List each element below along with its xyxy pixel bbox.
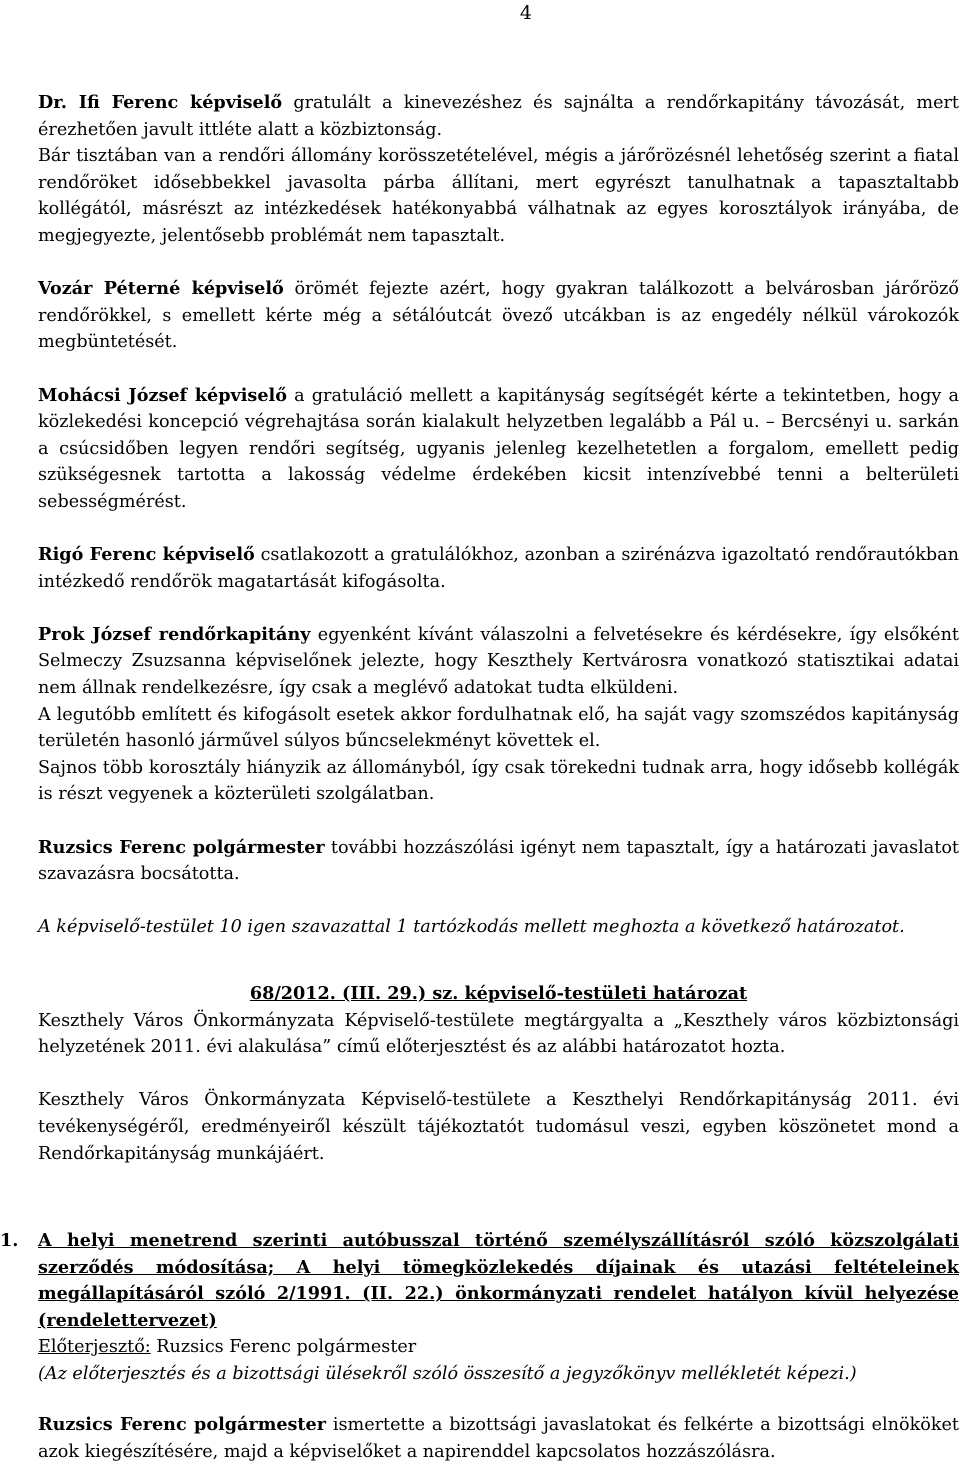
paragraph-mohacsi: Mohácsi József képviselő a gratuláció mellett a kapitányság segítségét kérte a tekintetben, hogy a közlekedési koncepció végrehajtása során kialakult helyzetben legalább a Pál u. – Bercsényi u. sarkán a csúcsidőben legyen rendőri segítség, ugyanis jelenleg kezelhetetlen a forgalom, emellett pedig szükségesnek tartotta a lakosság védelme érdekében kicsit intenzívebbé tenni a belterületi sebességmérést. bbox=[38, 384, 959, 512]
speaker-name: Rigó Ferenc képviselő bbox=[38, 544, 255, 566]
paragraph-vozar: Vozár Péterné képviselő örömét fejezte azért, hogy gyakran találkozott a belvárosban járőröző rendőrökkel, s emellett kérte még a sétálóutcát övező utcákban is az engedély nélkül várokozók megbüntetését. bbox=[38, 278, 959, 353]
speaker-name: Mohácsi József képviselő bbox=[38, 384, 287, 406]
resolution-text-1: Keszthely Város Önkormányzata Képviselő-testülete megtárgyalta a „Keszthely város közbiztonsági helyzetének 2011. évi alakulása” című előterjesztést és az alábbi határozatot hozta. bbox=[38, 1010, 959, 1058]
paragraph-ifi-cont: Bár tisztában van a rendőri állomány korösszetételével, mégis a járőrözésnél lehetőség szerint a fiatal rendőröket idősebbekkel javasolta párba állítani, mert egyrészt tanulhatnak a tapasztaltabb kollégától, másrészt az intézkedések hatékonyabbá válhatnak az egyes korosztályok irányába, de megjegyezte, jelentősebb problémát nem tapasztalt. bbox=[38, 146, 959, 246]
minutes-body bbox=[38, 90, 959, 1167]
page-number: 4 bbox=[519, 2, 532, 24]
agenda-number: 1. bbox=[0, 1230, 19, 1251]
presenter-label: Előterjesztő: bbox=[38, 1337, 151, 1358]
agenda-note: (Az előterjesztés és a bizottsági ülésekről szóló összesítő a jegyzőkönyv mellékletét képezi.) bbox=[38, 1363, 857, 1384]
speaker-name: Ruzsics Ferenc polgármester bbox=[38, 1414, 327, 1435]
paragraph-ruzsics: Ruzsics Ferenc polgármester további hozzászólási igényt nem tapasztalt, így a határozati javaslatot szavazásra bocsátotta. bbox=[38, 836, 960, 885]
paragraph-ifi: Dr. Ifi Ferenc képviselő gratulált a kinevezéshez és sajnálta a rendőrkapitány távozását, mert érezhetően javult ittléte alatt a közbiztonság. bbox=[38, 92, 960, 140]
paragraph-ruzsics-intro: Ruzsics Ferenc polgármester ismertette a bizottsági javaslatokat és felkérte a bizottsági elnököket azok kiegészítésére, majd a képviselőket a napirenddel kapcsolatos hozzászólásra. bbox=[38, 1414, 959, 1462]
paragraph-prok: Prok József rendőrkapitány egyenként kívánt válaszolni a felvetésekre és kérdésekre, így elsőként Selmeczy Zsuzsanna képviselőnek jelezte, hogy Keszthely Kertvárosra vonatkozó statisztikai adatai nem állnak rendelkezésre, így csak a meglévő adatokat tudta elküldeni. bbox=[38, 623, 959, 699]
presenter-name: Ruzsics Ferenc polgármester bbox=[150, 1337, 417, 1358]
vote-result: A képviselő-testület 10 igen szavazattal 1 tartózkodás mellett meghozta a következő határozatot. bbox=[38, 917, 905, 938]
speaker-name: Ruzsics Ferenc polgármester bbox=[38, 836, 325, 858]
paragraph-prok-cont1: A legutóbb említett és kifogásolt esetek akkor fordulhatnak elő, ha saját vagy szomszédos kapitányság területén hasonló járművel súlyos bűncselekményt követtek el. bbox=[38, 704, 959, 752]
resolution-text-2: Keszthely Város Önkormányzata Képviselő-testülete a Keszthelyi Rendőrkapitányság 2011. évi tevékenységéről, eredményeiről készült tájékoztatót tudomásul veszi, egyben köszönetet mond a Rendőrkapitányság munkájáért. bbox=[38, 1090, 959, 1164]
agenda-discussion bbox=[38, 1412, 959, 1465]
speaker-name: Vozár Péterné képviselő bbox=[38, 278, 284, 300]
agenda-item bbox=[0, 1228, 959, 1388]
agenda-presenter bbox=[38, 1334, 959, 1361]
speaker-name: Dr. Ifi Ferenc képviselő bbox=[38, 92, 283, 113]
speaker-name: Prok József rendőrkapitány bbox=[38, 623, 311, 645]
paragraph-prok-cont2: Sajnos több korosztály hiányzik az állományból, így csak törekedni tudnak arra, hogy idősebb kollégák is részt vegyenek a közterületi szolgálatban. bbox=[38, 757, 959, 805]
resolution-title: 68/2012. (III. 29.) sz. képviselő-testületi határozat bbox=[249, 983, 748, 1004]
agenda-title: A helyi menetrend szerinti autóbusszal történő személyszállításról szóló közszolgálati szerződés módosítása; A helyi tömegközlekedés díjainak és utazási feltételeinek megállapításáról szóló 2/1991. (II. 22.) önkormányzati rendelet hatályon kívül helyezése (rendelettervezet) bbox=[38, 1230, 959, 1331]
paragraph-rigo: Rigó Ferenc képviselő csatlakozott a gratulálókhoz, azonban a szirénázva igazoltató rendőrautókban intézkedő rendőrök magatartását kifogásolta. bbox=[38, 544, 959, 592]
